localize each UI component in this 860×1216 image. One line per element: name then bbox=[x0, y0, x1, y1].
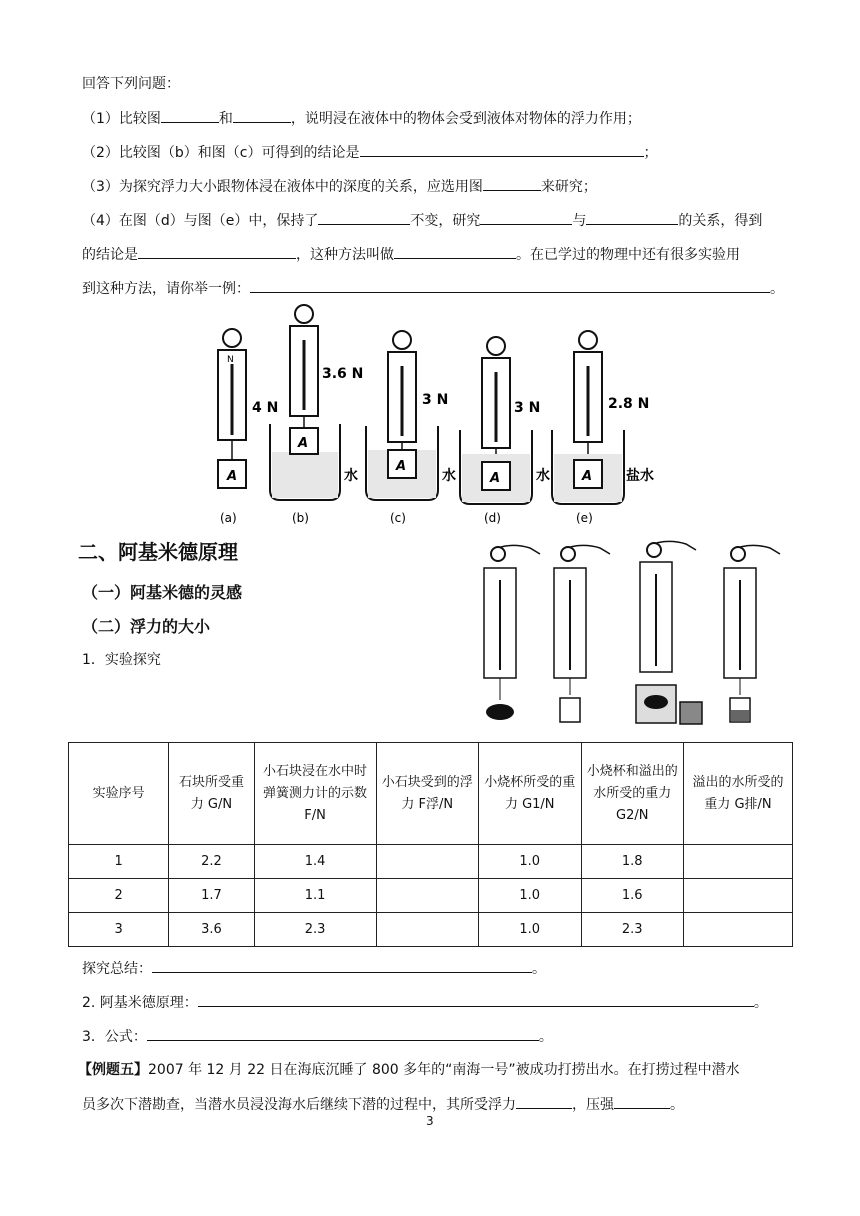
header-cell: 小烧杯和溢出的水所受的重力 G2/N bbox=[581, 743, 684, 845]
answer-blank[interactable] bbox=[233, 108, 291, 123]
header-cell: 小烧杯所受的重力 G1/N bbox=[479, 743, 582, 845]
caption-e: (e) bbox=[576, 511, 593, 525]
summary-line: 探究总结： 。 bbox=[82, 958, 546, 979]
subsection-title-1: （一）阿基米德的灵感 bbox=[82, 583, 243, 602]
header-cell: 小石块受到的浮力 F浮/N bbox=[376, 743, 479, 845]
answer-blank[interactable] bbox=[483, 176, 541, 191]
svg-text:A: A bbox=[490, 471, 501, 486]
formula-line: 3．公式： 。 bbox=[82, 1026, 553, 1047]
example-5-line-2: 员多次下潜勘查，当潜水员浸没海水后继续下潜的过程中，其所受浮力 ，压强 。 bbox=[82, 1094, 684, 1115]
answer-blank[interactable] bbox=[161, 108, 219, 123]
example-5-line-1: 【例题五】2007 年 12 月 22 日在海底沉睡了 800 多年的“南海一号”被成功打捞出水。在打捞过程中潜水 bbox=[78, 1062, 740, 1078]
svg-text:A: A bbox=[298, 436, 309, 451]
reading-c: 3 N bbox=[422, 392, 449, 408]
spring-scale-e bbox=[552, 331, 654, 525]
page-number: 3 bbox=[426, 1114, 434, 1128]
answer-blank[interactable] bbox=[250, 278, 770, 293]
table-row: 1 2.2 1.4 1.0 1.8 bbox=[69, 845, 793, 879]
answer-blank[interactable] bbox=[614, 1094, 670, 1109]
answer-blank[interactable] bbox=[516, 1094, 572, 1109]
principle-line: 2. 阿基米德原理： 。 bbox=[82, 992, 768, 1013]
spring-scale-c bbox=[366, 331, 456, 525]
reading-a: 4 N bbox=[252, 400, 279, 416]
reading-e: 2.8 N bbox=[608, 396, 650, 412]
svg-text:盐水: 盐水 bbox=[626, 468, 654, 484]
answer-blank[interactable] bbox=[198, 992, 754, 1007]
svg-text:A: A bbox=[396, 459, 407, 474]
answer-blank[interactable] bbox=[152, 958, 532, 973]
svg-text:水: 水 bbox=[536, 468, 550, 484]
svg-text:水: 水 bbox=[442, 468, 456, 484]
question-1: （1）比较图 和 ，说明浸在液体中的物体会受到液体对物体的浮力作用； bbox=[82, 108, 641, 129]
scale-3 bbox=[636, 541, 702, 724]
section-title: 二、阿基米德原理 bbox=[78, 540, 238, 564]
scale-2 bbox=[554, 545, 610, 722]
caption-b: (b) bbox=[292, 511, 309, 525]
answer-blank[interactable] bbox=[586, 210, 678, 225]
question-intro: 回答下列问题： bbox=[82, 76, 180, 92]
buoyancy-experiment-figure bbox=[190, 300, 670, 530]
answer-blank[interactable] bbox=[394, 244, 516, 259]
experiment-label: 1．实验探究 bbox=[82, 652, 161, 668]
answer-blank[interactable] bbox=[147, 1026, 539, 1041]
question-4: （4）在图（d）与图（e）中，保持了 不变，研究 与 的关系，得到 bbox=[82, 210, 762, 231]
header-cell: 小石块浸在水中时弹簧测力计的示数 F/N bbox=[254, 743, 376, 845]
scale-1 bbox=[484, 545, 540, 720]
caption-c: (c) bbox=[390, 511, 406, 525]
answer-blank[interactable] bbox=[360, 142, 644, 157]
question-2: （2）比较图（b）和图（c）可得到的结论是 ； bbox=[82, 142, 658, 163]
table-header-row bbox=[69, 743, 793, 845]
table-row: 3 3.6 2.3 1.0 2.3 bbox=[69, 913, 793, 947]
experiment-data-table bbox=[68, 742, 793, 947]
header-cell: 石块所受重力 G/N bbox=[169, 743, 254, 845]
table-row: 2 1.7 1.1 1.0 1.6 bbox=[69, 879, 793, 913]
svg-text:N: N bbox=[227, 355, 234, 365]
answer-blank[interactable] bbox=[480, 210, 572, 225]
answer-blank[interactable] bbox=[138, 244, 296, 259]
header-cell: 实验序号 bbox=[69, 743, 169, 845]
archimedes-experiment-figure bbox=[470, 540, 800, 730]
caption-a: (a) bbox=[220, 511, 237, 525]
svg-text:A: A bbox=[227, 469, 238, 484]
header-cell: 溢出的水所受的重力 G排/N bbox=[684, 743, 793, 845]
reading-b: 3.6 N bbox=[322, 366, 364, 382]
svg-text:A: A bbox=[582, 469, 593, 484]
svg-text:水: 水 bbox=[344, 468, 358, 484]
question-4-cont2: 到这种方法，请你举一例： 。 bbox=[82, 278, 784, 299]
subsection-title-2: （二）浮力的大小 bbox=[82, 617, 211, 636]
question-3: （3）为探究浮力大小跟物体浸在液体中的深度的关系，应选用图 来研究； bbox=[82, 176, 597, 197]
question-4-cont: 的结论是 ，这种方法叫做 。在已学过的物理中还有很多实验用 bbox=[82, 244, 740, 265]
spring-scale-b bbox=[270, 305, 363, 525]
answer-blank[interactable] bbox=[318, 210, 410, 225]
caption-d: (d) bbox=[484, 511, 501, 525]
spring-scale-d bbox=[460, 337, 550, 525]
scale-4 bbox=[724, 545, 780, 722]
reading-d: 3 N bbox=[514, 400, 541, 416]
